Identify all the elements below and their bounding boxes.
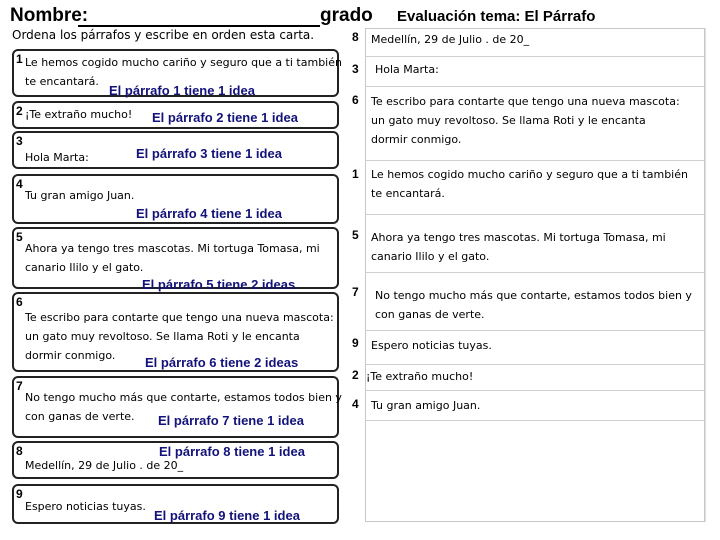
order-number: 9 <box>352 336 359 350</box>
paragraph-number: 4 <box>16 177 23 191</box>
name-label: Nombre: <box>10 5 89 26</box>
idea-count-label-2: El párrafo 2 tiene 1 idea <box>152 110 298 125</box>
paragraph-number: 3 <box>16 134 23 148</box>
idea-count-label-5: El párrafo 5 tiene 2 ideas <box>142 277 296 292</box>
paragraph-number: 1 <box>16 52 23 66</box>
letter-paragraph: Te escribo para contarte que tengo una nueva mascota: un gato muy revoltoso. Se llama Roti y le encanta dormir conmigo. <box>371 95 680 146</box>
paragraph-number: 7 <box>16 379 23 393</box>
idea-count-label-9: El párrafo 9 tiene 1 idea <box>154 508 300 523</box>
paragraph-text: No tengo mucho más que contarte, estamos todos bien y con ganas de verte. <box>25 391 342 423</box>
evaluation-title: Evaluación tema: El Párrafo <box>397 8 596 25</box>
order-number: 1 <box>352 167 359 181</box>
idea-count-label-7: El párrafo 7 tiene 1 idea <box>158 413 304 428</box>
divider <box>366 420 704 421</box>
paragraph-number: 5 <box>16 230 23 244</box>
panel-scrollbar[interactable] <box>705 28 715 522</box>
grado-label: grado <box>320 5 373 26</box>
paragraph-number: 6 <box>16 295 23 309</box>
paragraph-text: Ahora ya tengo tres mascotas. Mi tortuga Tomasa, mi canario Ililo y el gato. <box>25 242 320 274</box>
idea-count-label-1: El párrafo 1 tiene 1 idea <box>109 83 255 98</box>
divider <box>366 214 704 215</box>
paragraph-text: Le hemos cogido mucho cariño y seguro que a ti también te encantará. <box>25 56 342 88</box>
letter-greeting: Hola Marta: <box>375 63 439 76</box>
letter-date: Medellín, 29 de Julio . de 20_ <box>371 33 530 46</box>
letter-paragraph: Le hemos cogido mucho cariño y seguro que a ti también te encantará. <box>371 168 688 200</box>
divider <box>366 390 704 391</box>
letter-paragraph: ¡Te extraño mucho! <box>366 370 474 383</box>
paragraph-text: Tu gran amigo Juan. <box>25 189 135 202</box>
divider <box>366 86 704 87</box>
divider <box>366 272 704 273</box>
idea-count-label-4: El párrafo 4 tiene 1 idea <box>136 206 282 221</box>
instruction-text: Ordena los párrafos y escribe en orden esta carta. <box>12 28 315 42</box>
order-number: 5 <box>352 228 359 242</box>
divider <box>366 330 704 331</box>
order-number: 7 <box>352 285 359 299</box>
divider <box>366 364 704 365</box>
idea-count-label-8: El párrafo 8 tiene 1 idea <box>159 444 305 459</box>
paragraph-number: 2 <box>16 104 23 118</box>
letter-paragraph: No tengo mucho más que contarte, estamos todos bien y con ganas de verte. <box>375 289 692 321</box>
letter-signature: Tu gran amigo Juan. <box>371 399 481 412</box>
idea-count-label-3: El párrafo 3 tiene 1 idea <box>136 146 282 161</box>
letter-closing: Espero noticias tuyas. <box>371 339 492 352</box>
order-number: 6 <box>352 93 359 107</box>
paragraph-text: Medellín, 29 de Julio . de 20_ <box>25 459 184 472</box>
paragraph-text: ¡Te extraño mucho! <box>25 108 133 121</box>
divider <box>366 56 704 57</box>
paragraph-text: Hola Marta: <box>25 151 89 164</box>
paragraph-number: 8 <box>16 444 23 458</box>
order-number: 3 <box>352 62 359 76</box>
paragraph-text: Espero noticias tuyas. <box>25 500 146 513</box>
order-number: 2 <box>352 368 359 382</box>
idea-count-label-6: El párrafo 6 tiene 2 ideas <box>145 355 299 370</box>
letter-paragraph: Ahora ya tengo tres mascotas. Mi tortuga Tomasa, mi canario Ililo y el gato. <box>371 231 666 263</box>
paragraph-text: Te escribo para contarte que tengo una nueva mascota: un gato muy revoltoso. Se llama Roti y le encanta dormir conmigo. <box>25 311 334 362</box>
paragraph-number: 9 <box>16 487 23 501</box>
order-number: 4 <box>352 397 359 411</box>
divider <box>366 160 704 161</box>
order-number: 8 <box>352 30 359 44</box>
